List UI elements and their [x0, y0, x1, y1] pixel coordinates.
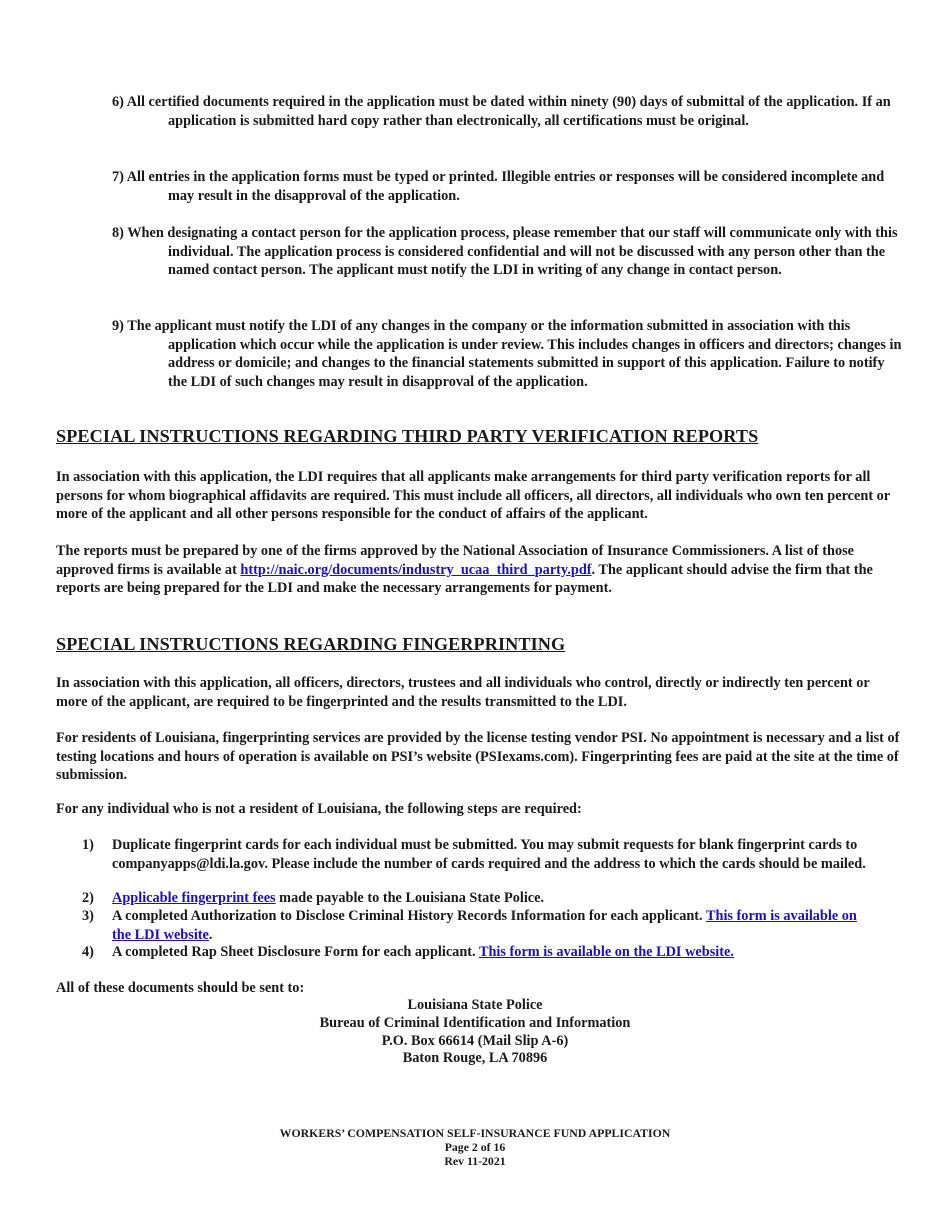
item-rest: application. If an application is submitted hard copy rather than electronically, all certifications must be original. — [168, 94, 891, 129]
address-line: P.O. Box 66614 (Mail Slip A-6) — [381, 1032, 569, 1049]
step-4 — [82, 943, 872, 962]
fingerprinting-paragraph-2: For residents of Louisiana, fingerprinting services are provided by the license testing vendor PSI. No appointment is necessary and a list of testing locations and hours of operation is available on PSI’s website (PSIexams.com). Fingerprinting fees are paid at the site at the time of submission. — [56, 730, 900, 784]
item-lead: 7) All entries in the application forms must be typed or printed. Illegible entries or responses will be considered — [112, 169, 788, 185]
mailing-address — [0, 996, 950, 1067]
item-lead: 8) When designating a contact person for the application process, please remember that our staff will communicate only — [112, 225, 842, 241]
third-party-paragraph-1: In association with this application, the LDI requires that all applicants make arrangements for third party verification reports for all persons for whom biographical affidavits are required. This must include all officers, all directors, all individuals who own ten percent or more of the applicant and all other persons responsible for the conduct of affairs of the applicant. — [56, 469, 890, 523]
footer-title: WORKERS’ COMPENSATION SELF-INSURANCE FUND APPLICATION — [279, 1126, 671, 1140]
step-text-lead: A completed Rap Sheet Disclosure Form for each applicant. — [112, 944, 479, 960]
step-text-end: . — [208, 926, 213, 943]
fingerprint-fees-link[interactable]: Applicable fingerprint fees — [112, 890, 276, 906]
send-to-label: All of these documents should be sent to: — [56, 980, 305, 996]
step-text — [112, 889, 872, 908]
item-rest: this application which occur while the application is under review. This includes changes in officers and directors; changes in address or domicile; and changes to the financial statements submitted in support of this application. Failure to notify the LDI of such changes may result in disapproval of the application. — [168, 318, 902, 390]
fingerprinting-paragraph-1: In association with this application, all officers, directors, trustees and all individuals who control, directly or indirectly ten percent or more of the applicant, are required to be fingerprinted and the results transmitted to the LDI. — [56, 675, 870, 710]
footer-page-number: Page 2 of 16 — [444, 1140, 506, 1155]
paragraph-text: . The applicant should advise the firm that the reports are being prepared for the LDI and make the necessary arrangements for payment. — [56, 561, 873, 597]
footer-revision: Rev 11-2021 — [444, 1154, 506, 1169]
third-party-paragraph-2 — [56, 542, 902, 598]
item-rest: incomplete and may result in the disapproval of the application. — [168, 169, 885, 204]
instruction-item-8 — [112, 224, 902, 280]
item-lead: 9) The applicant must notify the LDI of any changes in the company or the information submitted in association with — [112, 318, 825, 334]
address-line: Louisiana State Police — [407, 997, 543, 1013]
address-line: Baton Rouge, LA 70896 — [402, 1050, 548, 1067]
instruction-item-6 — [112, 93, 902, 130]
page-footer — [0, 1126, 950, 1169]
authorization-form-link[interactable]: This form is available on the LDI website — [112, 908, 857, 943]
fingerprinting-paragraph-3: For any individual who is not a resident of Louisiana, the following steps are required: — [56, 801, 582, 817]
step-text-lead: A completed Authorization to Disclose Criminal History Records Information for each applicant. — [112, 908, 706, 924]
step-2 — [82, 889, 872, 908]
step-3 — [82, 907, 872, 944]
step-text — [112, 907, 872, 944]
paragraph-text: The reports must be prepared by one of the firms approved by the National Association of Insurance Commissioners. A list of those approved firms is available at — [56, 543, 854, 578]
item-rest: with this individual. The application process is considered confidential and will not be discussed with any person other than the named contact person. The applicant must notify the LDI in writing of any change in contact person. — [168, 225, 898, 279]
item-lead: 6) All certified documents required in the application must be dated within ninety (90) days of submittal of the — [112, 94, 783, 110]
address-line: Bureau of Criminal Identification and Information — [319, 1014, 631, 1031]
step-1 — [82, 836, 872, 873]
section-heading-fingerprinting: SPECIAL INSTRUCTIONS REGARDING FINGERPRINTING — [56, 634, 566, 654]
step-number: 4) — [82, 944, 94, 960]
instruction-item-9 — [112, 317, 902, 391]
step-text — [112, 943, 872, 962]
step-number: 2) — [82, 890, 94, 906]
naic-firms-link[interactable]: http://naic.org/documents/industry_ucaa_third_party.pdf — [240, 561, 592, 578]
step-text-rest: made payable to the Louisiana State Police. — [275, 890, 545, 906]
step-text: Duplicate fingerprint cards for each individual must be submitted. You may submit requests for blank fingerprint cards to companyapps@ldi.la.gov. Please include the number of cards required and the address to which the cards should be mailed. — [112, 837, 866, 872]
step-number: 3) — [82, 908, 94, 924]
section-heading-third-party: SPECIAL INSTRUCTIONS REGARDING THIRD PARTY VERIFICATION REPORTS — [56, 426, 759, 446]
rap-sheet-form-link[interactable]: This form is available on the LDI website. — [478, 944, 734, 960]
instruction-item-7 — [112, 168, 902, 205]
step-number: 1) — [82, 837, 94, 853]
